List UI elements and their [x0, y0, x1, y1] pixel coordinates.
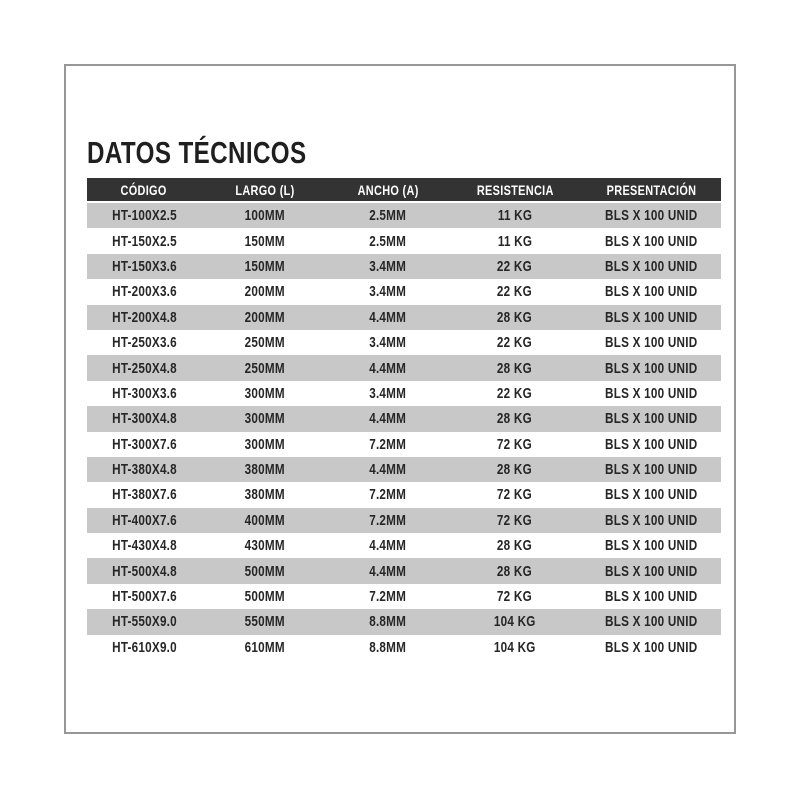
cell-largo	[201, 330, 328, 355]
cell-text: BLS X 100 UNID	[605, 461, 698, 479]
cell-text: 22 KG	[497, 334, 533, 352]
cell-text: 500MM	[244, 562, 285, 580]
cell-text: 7.2MM	[369, 486, 407, 504]
cell-text: HT-610X9.0	[111, 638, 177, 656]
cell-text: BLS X 100 UNID	[605, 410, 698, 428]
cell-text: 8.8MM	[369, 613, 407, 631]
cell-text: HT-430X4.8	[111, 537, 177, 555]
cell-text: 3.4MM	[369, 334, 407, 352]
table-row	[87, 254, 721, 279]
cell-text: HT-500X7.6	[111, 588, 177, 606]
cell-largo	[201, 279, 328, 304]
cell-presentacion	[581, 381, 720, 406]
cell-largo	[201, 457, 328, 482]
cell-presentacion	[581, 279, 720, 304]
table-body	[87, 203, 721, 660]
cell-ancho	[328, 305, 448, 330]
table-row	[87, 330, 721, 355]
cell-text: 150MM	[244, 257, 285, 275]
cell-ancho	[328, 203, 448, 228]
cell-text: 28 KG	[497, 562, 533, 580]
cell-text: BLS X 100 UNID	[605, 562, 698, 580]
cell-text: 11 KG	[497, 232, 533, 250]
cell-resistencia	[448, 381, 581, 406]
cell-presentacion	[581, 254, 720, 279]
cell-resistencia	[448, 254, 581, 279]
cell-text: 380MM	[244, 486, 285, 504]
table-row	[87, 457, 721, 482]
cell-ancho	[328, 609, 448, 634]
cell-codigo	[87, 254, 201, 279]
column-header-codigo	[87, 178, 201, 201]
cell-largo	[201, 228, 328, 253]
cell-text: BLS X 100 UNID	[605, 359, 698, 377]
cell-text: 4.4MM	[369, 410, 407, 428]
table-row	[87, 482, 721, 507]
cell-text: 430MM	[244, 537, 285, 555]
table-row	[87, 558, 721, 583]
cell-presentacion	[581, 305, 720, 330]
cell-codigo	[87, 432, 201, 457]
cell-codigo	[87, 635, 201, 660]
cell-presentacion	[581, 533, 720, 558]
cell-codigo	[87, 330, 201, 355]
cell-largo	[201, 381, 328, 406]
cell-text: 200MM	[244, 308, 285, 326]
cell-text: BLS X 100 UNID	[605, 257, 698, 275]
cell-text: 72 KG	[497, 511, 533, 529]
cell-ancho	[328, 533, 448, 558]
page-title	[87, 135, 368, 171]
cell-text: HT-400X7.6	[111, 511, 177, 529]
table-row	[87, 533, 721, 558]
cell-text: HT-500X4.8	[111, 562, 177, 580]
cell-resistencia	[448, 406, 581, 431]
cell-resistencia	[448, 203, 581, 228]
cell-text: HT-550X9.0	[111, 613, 177, 631]
cell-codigo	[87, 584, 201, 609]
cell-resistencia	[448, 305, 581, 330]
cell-text: 72 KG	[497, 486, 533, 504]
column-header-largo	[201, 178, 328, 201]
cell-text: BLS X 100 UNID	[605, 334, 698, 352]
cell-text: HT-150X3.6	[111, 257, 177, 275]
cell-largo	[201, 406, 328, 431]
cell-text: 250MM	[244, 334, 285, 352]
table-row	[87, 228, 721, 253]
cell-text: 400MM	[244, 511, 285, 529]
cell-ancho	[328, 355, 448, 380]
cell-text: 380MM	[244, 461, 285, 479]
cell-resistencia	[448, 457, 581, 482]
cell-text: HT-380X4.8	[111, 461, 177, 479]
cell-ancho	[328, 482, 448, 507]
cell-text: BLS X 100 UNID	[605, 537, 698, 555]
table-row	[87, 305, 721, 330]
cell-ancho	[328, 254, 448, 279]
cell-codigo	[87, 533, 201, 558]
cell-codigo	[87, 508, 201, 533]
cell-text: 2.5MM	[369, 207, 407, 225]
cell-codigo	[87, 381, 201, 406]
cell-resistencia	[448, 355, 581, 380]
cell-ancho	[328, 406, 448, 431]
cell-presentacion	[581, 609, 720, 634]
cell-text: 4.4MM	[369, 461, 407, 479]
column-header-label: CÓDIGO	[120, 181, 168, 198]
cell-largo	[201, 584, 328, 609]
content-frame	[64, 64, 736, 734]
cell-ancho	[328, 279, 448, 304]
cell-text: 300MM	[244, 410, 285, 428]
cell-text: 250MM	[244, 359, 285, 377]
cell-codigo	[87, 609, 201, 634]
cell-text: HT-200X3.6	[111, 283, 177, 301]
cell-text: BLS X 100 UNID	[605, 613, 698, 631]
cell-text: BLS X 100 UNID	[605, 486, 698, 504]
cell-text: BLS X 100 UNID	[605, 308, 698, 326]
cell-resistencia	[448, 558, 581, 583]
column-header-label: PRESENTACIÓN	[606, 181, 697, 198]
cell-largo	[201, 305, 328, 330]
cell-codigo	[87, 482, 201, 507]
table-row	[87, 381, 721, 406]
cell-codigo	[87, 203, 201, 228]
cell-presentacion	[581, 203, 720, 228]
cell-text: BLS X 100 UNID	[605, 207, 698, 225]
cell-text: 7.2MM	[369, 511, 407, 529]
cell-ancho	[328, 558, 448, 583]
cell-resistencia	[448, 228, 581, 253]
cell-text: 28 KG	[497, 410, 533, 428]
cell-presentacion	[581, 482, 720, 507]
cell-codigo	[87, 457, 201, 482]
cell-text: 4.4MM	[369, 308, 407, 326]
cell-largo	[201, 609, 328, 634]
cell-presentacion	[581, 355, 720, 380]
cell-text: 4.4MM	[369, 359, 407, 377]
cell-text: 3.4MM	[369, 384, 407, 402]
cell-codigo	[87, 228, 201, 253]
cell-text: 22 KG	[497, 384, 533, 402]
cell-largo	[201, 482, 328, 507]
cell-presentacion	[581, 635, 720, 660]
cell-presentacion	[581, 558, 720, 583]
cell-text: 500MM	[244, 588, 285, 606]
cell-ancho	[328, 330, 448, 355]
cell-codigo	[87, 279, 201, 304]
cell-text: 150MM	[244, 232, 285, 250]
cell-text: BLS X 100 UNID	[605, 232, 698, 250]
cell-presentacion	[581, 457, 720, 482]
cell-largo	[201, 254, 328, 279]
table-header-row	[87, 178, 721, 201]
cell-text: 22 KG	[497, 283, 533, 301]
cell-largo	[201, 533, 328, 558]
cell-presentacion	[581, 228, 720, 253]
cell-presentacion	[581, 330, 720, 355]
cell-text: 72 KG	[497, 435, 533, 453]
table-row	[87, 635, 721, 660]
cell-ancho	[328, 381, 448, 406]
cell-text: BLS X 100 UNID	[605, 435, 698, 453]
cell-text: 11 KG	[497, 207, 533, 225]
cell-resistencia	[448, 279, 581, 304]
cell-presentacion	[581, 406, 720, 431]
cell-resistencia	[448, 533, 581, 558]
table-row	[87, 432, 721, 457]
cell-largo	[201, 508, 328, 533]
cell-text: 28 KG	[497, 359, 533, 377]
table-row	[87, 584, 721, 609]
cell-text: 7.2MM	[369, 588, 407, 606]
cell-largo	[201, 558, 328, 583]
cell-text: 28 KG	[497, 537, 533, 555]
cell-text: 300MM	[244, 435, 285, 453]
cell-text: 72 KG	[497, 588, 533, 606]
table-row	[87, 355, 721, 380]
column-header-ancho	[328, 178, 448, 201]
cell-text: 28 KG	[497, 461, 533, 479]
cell-text: HT-300X3.6	[111, 384, 177, 402]
cell-resistencia	[448, 482, 581, 507]
column-header-label: ANCHO (A)	[357, 181, 419, 198]
technical-data-table	[87, 178, 721, 660]
cell-presentacion	[581, 432, 720, 457]
cell-largo	[201, 203, 328, 228]
cell-text: 610MM	[244, 638, 285, 656]
cell-largo	[201, 432, 328, 457]
cell-text: 22 KG	[497, 257, 533, 275]
cell-presentacion	[581, 508, 720, 533]
cell-resistencia	[448, 584, 581, 609]
table-row	[87, 279, 721, 304]
cell-codigo	[87, 406, 201, 431]
table-row	[87, 203, 721, 228]
cell-codigo	[87, 305, 201, 330]
cell-presentacion	[581, 584, 720, 609]
cell-text: 7.2MM	[369, 435, 407, 453]
cell-ancho	[328, 584, 448, 609]
cell-text: HT-300X4.8	[111, 410, 177, 428]
cell-resistencia	[448, 635, 581, 660]
cell-text: HT-150X2.5	[111, 232, 177, 250]
cell-ancho	[328, 432, 448, 457]
cell-text: 104 KG	[494, 638, 536, 656]
cell-codigo	[87, 558, 201, 583]
table-row	[87, 406, 721, 431]
cell-text: 3.4MM	[369, 283, 407, 301]
cell-resistencia	[448, 330, 581, 355]
cell-text: HT-250X3.6	[111, 334, 177, 352]
cell-resistencia	[448, 609, 581, 634]
cell-text: 8.8MM	[369, 638, 407, 656]
cell-ancho	[328, 635, 448, 660]
cell-text: BLS X 100 UNID	[605, 588, 698, 606]
cell-text: HT-200X4.8	[111, 308, 177, 326]
cell-text: 550MM	[244, 613, 285, 631]
cell-text: HT-380X7.6	[111, 486, 177, 504]
cell-ancho	[328, 457, 448, 482]
column-header-label: RESISTENCIA	[476, 181, 554, 198]
cell-text: 100MM	[244, 207, 285, 225]
cell-text: 4.4MM	[369, 562, 407, 580]
cell-resistencia	[448, 508, 581, 533]
cell-largo	[201, 635, 328, 660]
cell-text: BLS X 100 UNID	[605, 511, 698, 529]
cell-text: BLS X 100 UNID	[605, 638, 698, 656]
cell-text: 300MM	[244, 384, 285, 402]
column-header-label: LARGO (L)	[234, 181, 295, 198]
cell-largo	[201, 355, 328, 380]
cell-text: 3.4MM	[369, 257, 407, 275]
table-row	[87, 609, 721, 634]
page-title-text: DATOS TÉCNICOS	[87, 135, 307, 170]
cell-codigo	[87, 355, 201, 380]
cell-text: HT-250X4.8	[111, 359, 177, 377]
cell-text: 104 KG	[494, 613, 536, 631]
cell-text: BLS X 100 UNID	[605, 384, 698, 402]
column-header-presentacion	[581, 178, 720, 201]
cell-text: 4.4MM	[369, 537, 407, 555]
cell-text: BLS X 100 UNID	[605, 283, 698, 301]
cell-resistencia	[448, 432, 581, 457]
cell-ancho	[328, 228, 448, 253]
cell-ancho	[328, 508, 448, 533]
cell-text: 200MM	[244, 283, 285, 301]
cell-text: 28 KG	[497, 308, 533, 326]
cell-text: 2.5MM	[369, 232, 407, 250]
cell-text: HT-300X7.6	[111, 435, 177, 453]
cell-text: HT-100X2.5	[111, 207, 177, 225]
column-header-resistencia	[448, 178, 581, 201]
table-row	[87, 508, 721, 533]
